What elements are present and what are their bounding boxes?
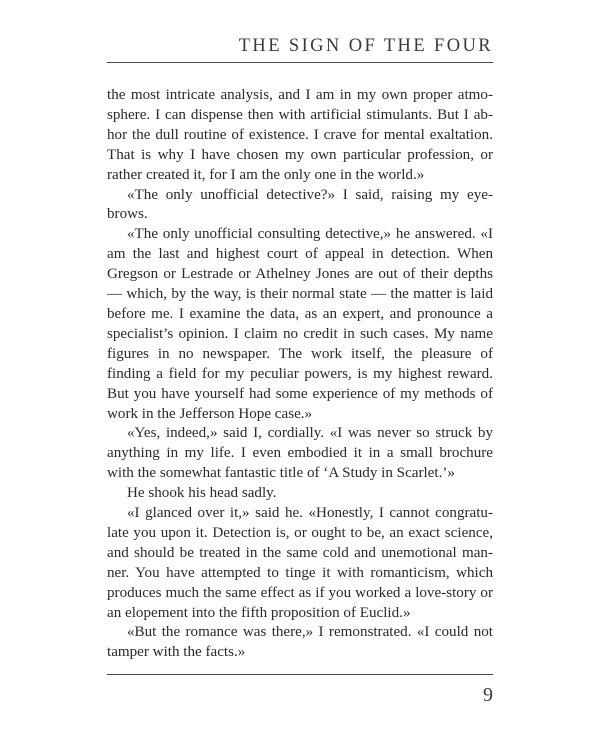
paragraph: «The only unofficial consulting detective,» he answered. «I am the last and highest court of appeal in detection. When Gregson or Lestrade or Athelney Jones are out of their depths — which, by the way, is their normal state — the matter is laid before me. I examine the data, as an expert, and pronounce a specialist’s opinion. I claim no credit in such cases. My name figures in no newspaper. The work itself, the pleasure of finding a field for my peculiar powers, is my highest reward. But you have yourself had some experience of my methods of work in the Jefferson Hope case.» — [107, 226, 493, 422]
paragraph: «But the romance was there,» I remonstrated. «I could not tamper with the facts.» — [107, 624, 493, 661]
page-number: 9 — [483, 684, 493, 706]
header-rule — [107, 62, 493, 63]
paragraph: «I glanced over it,» said he. «Honestly, I cannot congratulate you upon it. Detection is, or ought to be, an exact science, and should be treated in the same cold and unemotional manner. You have attempted to tinge it with romanticism, which produces much the same effect as if you worked a love-story or an elopement into the fifth proposition of Euclid.» — [107, 505, 493, 621]
paragraph: «Yes, indeed,» said I, cordially. «I was never so struck by anything in my life. I even embodied it in a small brochure with the somewhat fantastic title of ‘A Study in Scarlet.’» — [107, 425, 493, 482]
footer-rule — [107, 674, 493, 675]
paragraph: He shook his head sadly. — [127, 485, 277, 502]
paragraph: «The only unofficial detective?» I said, raising my eyebrows. — [107, 186, 493, 223]
running-head: THE SIGN OF THE FOUR — [238, 36, 493, 56]
body-text — [107, 86, 493, 663]
paragraph: the most intricate analysis, and I am in my own proper atmosphere. I can dispense then with artificial stimulants. But I abhor the dull routine of existence. I crave for mental exaltation. That is why I have chosen my own particular profession, or rather created it, for I am the only one in the world.» — [107, 87, 493, 183]
